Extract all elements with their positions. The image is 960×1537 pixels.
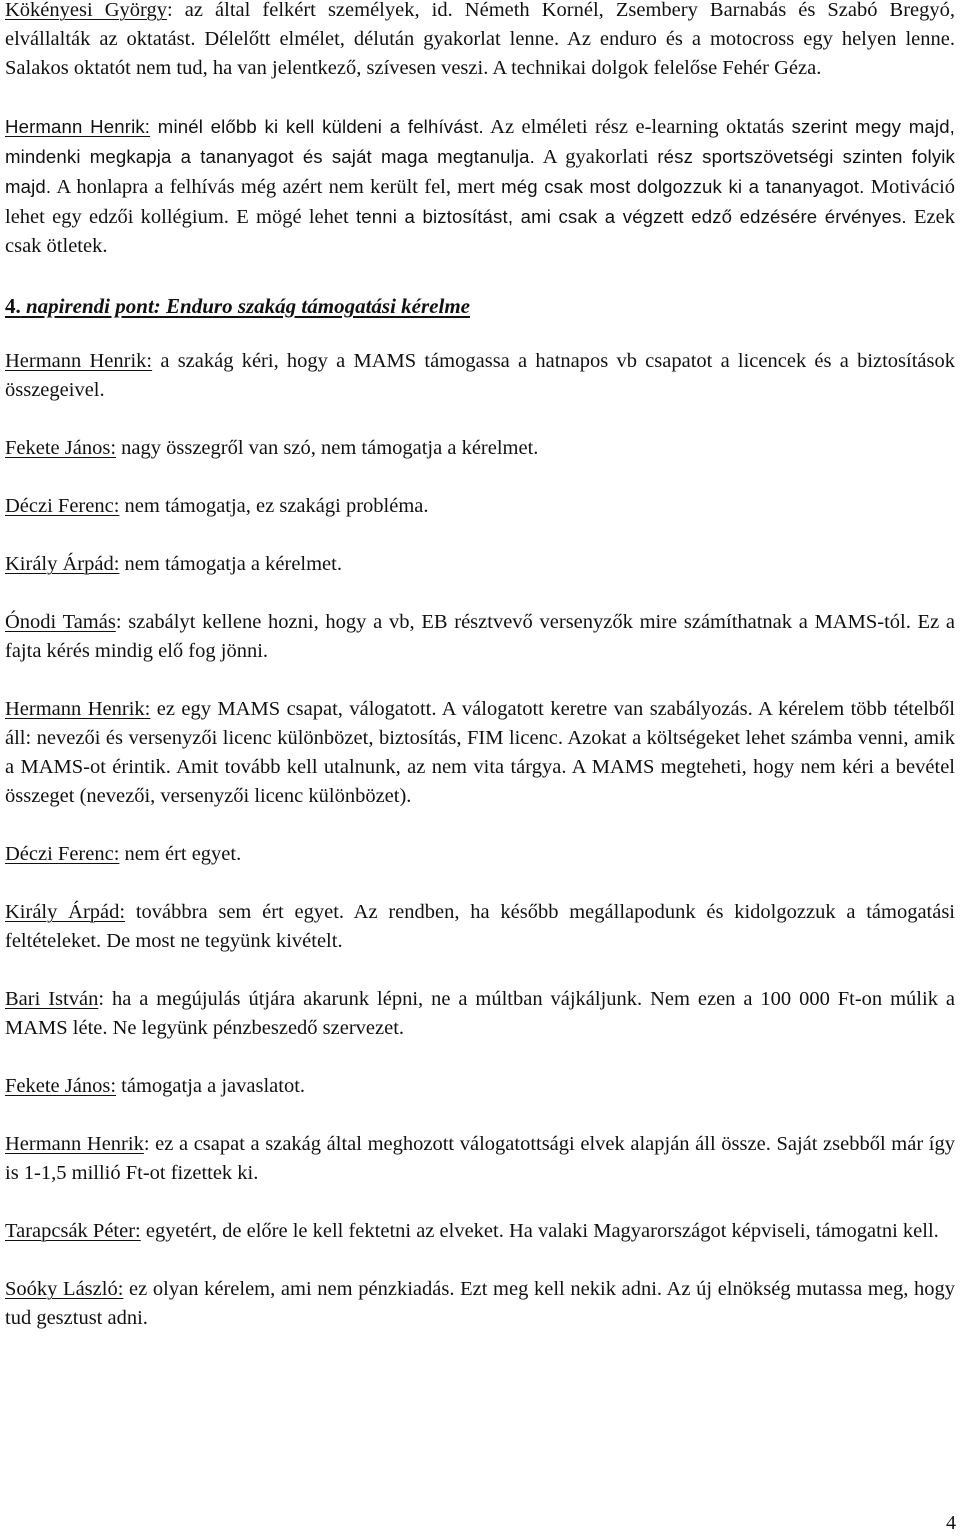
paragraph-6 <box>5 695 955 811</box>
agenda-heading <box>5 292 955 321</box>
paragraph-text: továbbra sem ért egyet. Az rendben, ha később megállapodunk és kidolgozzuk a támogatási feltételeket. De most ne tegyünk kivételt. <box>5 901 956 952</box>
speaker-name: Hermann Henrik <box>5 1133 144 1155</box>
speaker-name: Király Árpád: <box>5 553 120 575</box>
paragraph-text: támogatja a javaslatot. <box>116 1075 306 1097</box>
paragraph-text: Az elméleti rész e-learning oktatás <box>483 116 785 138</box>
paragraph-text: : szabályt kellene hozni, hogy a vb, EB résztvevő versenyzők mire számíthatnak a MAMS-tól. Ez a fajta kérés mindig elő fog jönni. <box>5 611 955 662</box>
paragraph-text: A gyakorlati <box>534 146 649 168</box>
paragraph-text: : az által felkért személyek, id. Németh Kornél, Zsembery Barnabás és Szabó Bregyó, elvállalták az oktatást. Délelőtt elmélet, délután gyakorlat lenne. Az enduro és a motocross egy helyen lenne. Salakos oktatót nem tud, ha van jelentkező, szívesen veszi. A technikai dolgok felelőse Fehér Géza. <box>5 0 956 79</box>
paragraph-9 <box>5 985 955 1043</box>
speaker-name: Tarapcsák Péter: <box>5 1220 141 1242</box>
paragraph-kokenyesi <box>5 0 955 83</box>
paragraph-text: szerint megy majd, mindenki megkapja a tananyagot és saját maga megtanulja. <box>5 116 955 167</box>
speaker-name: Fekete János: <box>5 1075 117 1097</box>
paragraph-hermann-1 <box>5 112 955 261</box>
paragraph-11 <box>5 1130 955 1188</box>
paragraph-text: tenni a biztosítást, ami csak a végzett edző edzésére érvényes. <box>355 206 907 227</box>
paragraph-text: egyetért, de előre le kell fektetni az elveket. Ha valaki Magyarországot képviseli, támogatni kell. <box>140 1220 939 1242</box>
paragraph-5 <box>5 608 955 666</box>
paragraph-10 <box>5 1072 955 1101</box>
speaker-name: Soóky László: <box>5 1278 124 1300</box>
paragraph-text: még csak most dolgozzuk ki a tananyagot. <box>501 176 865 197</box>
paragraph-text: nem támogatja, ez szakági probléma. <box>119 495 429 517</box>
agenda-number: 4. <box>5 294 21 318</box>
paragraph-text: rész sportszövetségi szinten folyik majd. <box>5 146 955 197</box>
paragraph-3 <box>5 492 955 521</box>
paragraph-text: nagy összegről van szó, nem támogatja a kérelmet. <box>116 437 539 459</box>
paragraph-text: Ezek csak ötletek. <box>5 206 955 257</box>
paragraph-8 <box>5 898 955 956</box>
paragraph-2 <box>5 434 955 463</box>
page-number: 4 <box>946 1512 956 1534</box>
speaker-name: Hermann Henrik: <box>5 698 151 720</box>
paragraph-text: A honlapra a felhívás még azért nem került fel, mert <box>51 176 495 198</box>
paragraph-12 <box>5 1217 955 1246</box>
paragraph-text: Motiváció lehet egy edzői kollégium. E mögé lehet <box>5 176 956 228</box>
paragraph-13 <box>5 1275 955 1333</box>
paragraph-text: ez egy MAMS csapat, válogatott. A válogatott keretre van szabályozás. A kérelem több tételből áll: nevezői és versenyzői licenc különbözet, biztosítás, FIM licenc. Azokat a költségeket lehet számba venni, amik a MAMS-ot érintik. Amit tovább kell utalnunk, az nem vita tárgya. A MAMS megteheti, hogy nem kéri a bevétel összeget (nevezői, versenyzői licenc különbözet). <box>5 698 955 807</box>
paragraph-text: : ha a megújulás útjára akarunk lépni, ne a múltban vájkáljunk. Nem ezen a 100 000 Ft-on múlik a MAMS léte. Ne legyünk pénzbeszedő szervezet. <box>5 988 955 1039</box>
paragraph-text: nem támogatja a kérelmet. <box>119 553 342 575</box>
speaker-name: Ónodi Tamás <box>5 611 116 633</box>
paragraph-1 <box>5 347 955 405</box>
speaker-name: Király Árpád: <box>5 901 126 923</box>
paragraph-text: a szakág kéri, hogy a MAMS támogassa a hatnapos vb csapatot a licencek és a biztosítások összegeivel. <box>5 350 956 401</box>
paragraph-4 <box>5 550 955 579</box>
paragraph-text: minél előbb ki kell küldeni a felhívást. <box>150 116 484 137</box>
speaker-name: Kökényesi György <box>5 0 168 21</box>
speaker-name: Déczi Ferenc: <box>5 843 120 865</box>
speaker-name: Déczi Ferenc: <box>5 495 120 517</box>
speaker-name: Hermann Henrik: <box>5 116 151 137</box>
agenda-title: napirendi pont: Enduro szakág támogatási kérelme <box>20 294 470 318</box>
document-page <box>5 0 955 1333</box>
paragraph-text: : ez a csapat a szakág által meghozott válogatottsági elvek alapján áll össze. Saját zsebből már így is 1-1,5 millió Ft-ot fizettek ki. <box>5 1133 955 1184</box>
paragraph-text: ez olyan kérelem, ami nem pénzkiadás. Ezt meg kell nekik adni. Az új elnökség mutassa meg, hogy tud gesztust adni. <box>5 1278 955 1329</box>
speaker-name: Bari István <box>5 988 99 1010</box>
speaker-name: Fekete János: <box>5 437 117 459</box>
speaker-name: Hermann Henrik: <box>5 350 153 372</box>
paragraph-7 <box>5 840 955 869</box>
paragraph-text: nem ért egyet. <box>119 843 242 865</box>
